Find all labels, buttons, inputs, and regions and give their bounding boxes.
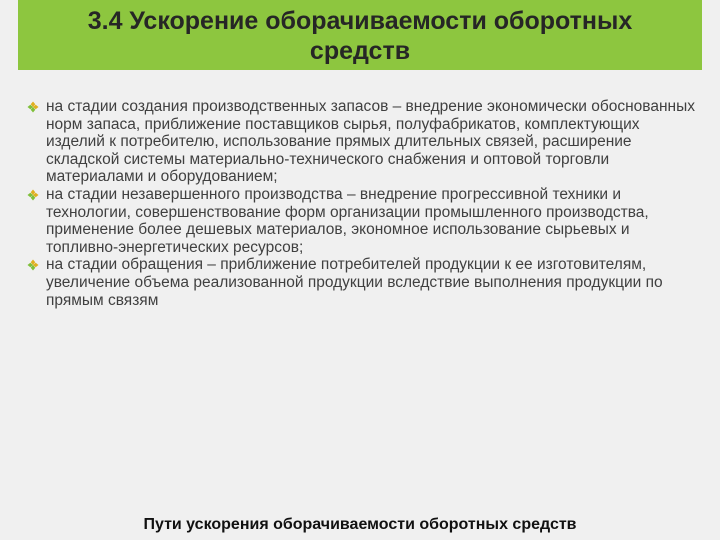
bullet-text: на стадии обращения – приближение потребителей продукции к ее изготовителям, увеличение объема реализованной продукции вследствие выполнения продукции по прямым связям (46, 256, 663, 309)
bullet-item-circulation (26, 256, 696, 309)
bullet-item-work-in-progress (26, 186, 696, 256)
bullet-list (26, 98, 696, 309)
slide-caption: Пути ускорения оборачиваемости оборотных средств (143, 516, 577, 533)
bullet-text: на стадии создания производственных запасов – внедрение экономически обоснованных норм запаса, приближение поставщиков сырья, полуфабрикатов, комплектующих изделий к потребителю, использование прямых длительных связей, расширение складской системы материально-технического снабжения и оптовой торговли материалами и оборудованием; (46, 98, 695, 186)
four-diamond-bullet-icon (27, 259, 39, 271)
title-bar (18, 0, 702, 70)
bullet-text: на стадии незавершенного производства – внедрение прогрессивной техники и технологии, совершенствование форм организации промышленного производства, применение более дешевых материалов, экономное использование сырьевых и топливно-энергетических ресурсов; (46, 185, 649, 256)
four-diamond-bullet-icon (27, 189, 39, 201)
slide-title: 3.4 Ускорение оборачиваемости оборотных средств (87, 7, 633, 65)
bullet-item-production-stocks (26, 98, 696, 186)
four-diamond-bullet-icon (27, 101, 39, 113)
